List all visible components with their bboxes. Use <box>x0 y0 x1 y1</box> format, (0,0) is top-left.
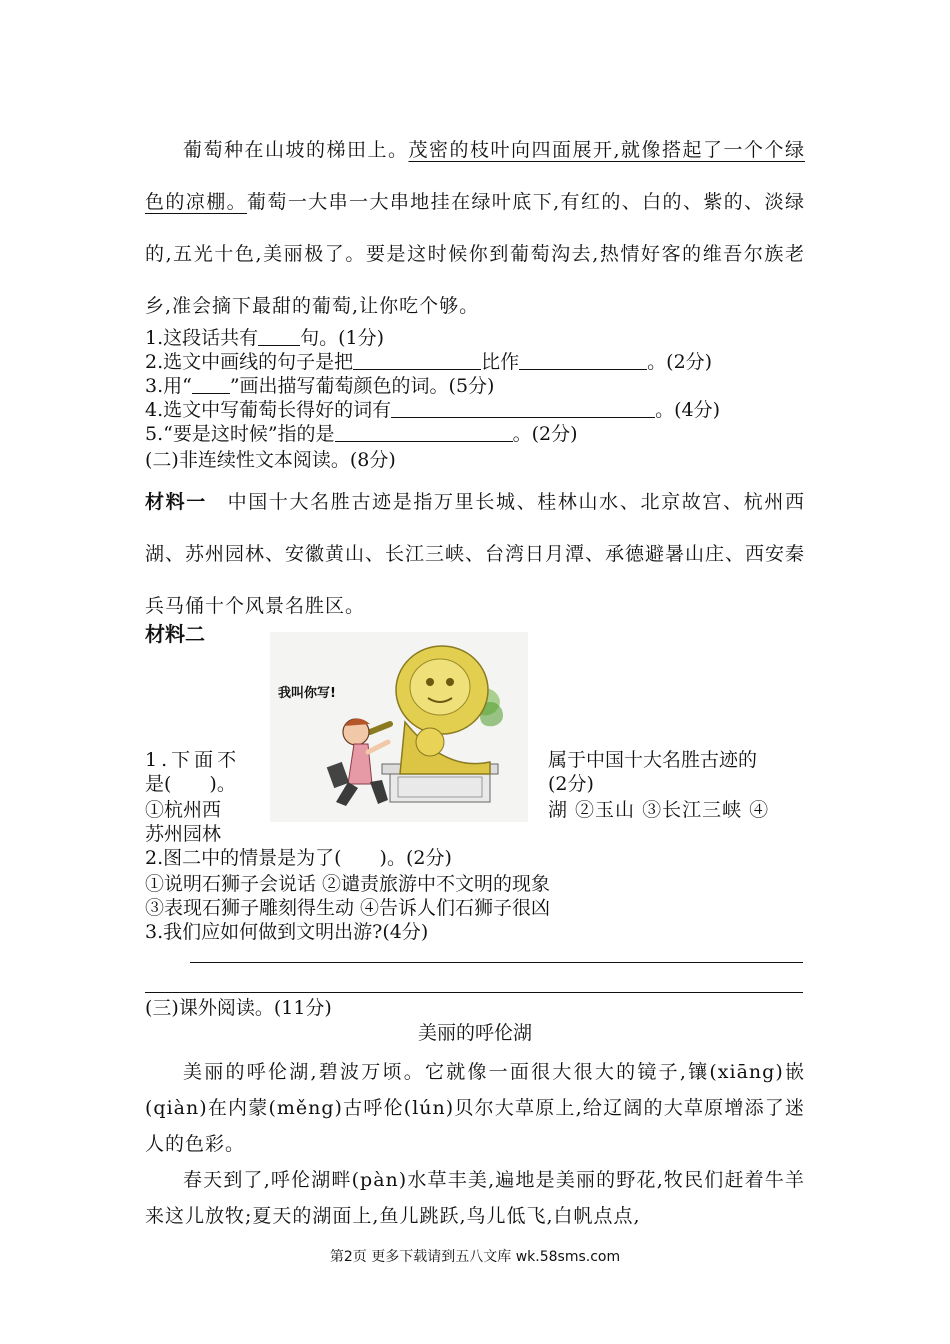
answer-blank[interactable] <box>391 399 655 418</box>
question-2-2: 2.图二中的情景是为了( )。(2分) <box>145 847 452 869</box>
question-2-3: 3.我们应如何做到文明出游?(4分) <box>145 921 429 943</box>
material-1 <box>145 476 805 632</box>
answer-blank[interactable] <box>353 351 481 370</box>
answer-blank[interactable] <box>519 351 647 370</box>
q2-2-options-1: ①说明石狮子会说话 ②谴责旅游中不文明的现象 <box>145 873 551 895</box>
q2-1-opt-left: ①杭州西 <box>145 799 222 821</box>
q2-1-right: 属于中国十大名胜古迹的 <box>548 749 758 771</box>
q2-1-opt-line2: 苏州园林 <box>145 823 222 845</box>
answer-line[interactable] <box>145 992 803 993</box>
material-1-text: 中国十大名胜古迹是指万里长城、桂林山水、北京故宫、杭州西湖、苏州园林、安徽黄山、长江三峡、台湾日月潭、承德避暑山庄、西安秦兵马俑十个风景名胜区。 <box>145 491 806 617</box>
question-3: 3.用“ ”画出描写葡萄颜色的词。(5分) <box>145 375 495 397</box>
question-4: 4.选文中写葡萄长得好的词有 。(4分) <box>145 399 721 421</box>
question-2: 2.选文中画线的句子是把 比作 。(2分) <box>145 351 713 373</box>
underline-sample <box>192 375 230 394</box>
q2-1-left: 1.下面不 <box>145 749 241 771</box>
underlined-sentence: 茂密的枝叶向四面展开,就像搭起了一个个绿色的凉棚。 <box>145 139 805 213</box>
question-1: 1.这段话共有 句。(1分) <box>145 327 385 349</box>
article-paragraph-1: 美丽的呼伦湖,碧波万顷。它就像一面很大很大的镜子,镶(xiāng)嵌(qiàn)在内蒙(měng)古呼伦(lún)贝尔大草原上,给辽阔的大草原增添了迷人的色彩。 <box>145 1061 805 1155</box>
q2-1-line2: 是( )。 <box>145 773 236 795</box>
page-footer: 第2页 更多下载请到五八文库 wk.58sms.com <box>329 1249 621 1265</box>
material-2-label: 材料二 <box>145 622 205 646</box>
answer-line[interactable] <box>190 962 803 963</box>
section-2-heading: (二)非连续性文本阅读。(8分) <box>145 449 396 471</box>
article-paragraph-2: 春天到了,呼伦湖畔(pàn)水草丰美,遍地是美丽的野花,牧民们赶着牛羊来这儿放牧;夏天的湖面上,鱼儿跳跃,鸟儿低飞,白帆点点, <box>145 1169 805 1227</box>
q2-1-score: (2分) <box>548 773 594 795</box>
q2-1-opt-right: 湖 ②玉山 ③长江三峡 ④ <box>548 799 770 821</box>
q2-2-options-2: ③表现石狮子雕刻得生动 ④告诉人们石狮子很凶 <box>145 897 551 919</box>
passage-sentence: 葡萄一大串一大串地挂在绿叶底下,有红的、白的、紫的、淡绿的,五光十色,美丽极了。要是这时候你到葡萄沟去,热情好客的维吾尔族老乡,准会摘下最甜的葡萄,让你吃个够。 <box>145 191 805 317</box>
material-1-label: 材料一 <box>145 491 207 513</box>
article-title: 美丽的呼伦湖 <box>417 1022 532 1044</box>
passage-sentence: 葡萄种在山坡的梯田上。 <box>183 139 409 161</box>
passage-grapes <box>145 124 805 332</box>
question-5: 5.“要是这时候”指的是 。(2分) <box>145 423 578 445</box>
answer-blank[interactable] <box>335 423 513 442</box>
answer-blank[interactable] <box>258 327 300 346</box>
speech-caption: 我叫你写! <box>278 686 336 701</box>
section-3-heading: (三)课外阅读。(11分) <box>145 997 332 1019</box>
